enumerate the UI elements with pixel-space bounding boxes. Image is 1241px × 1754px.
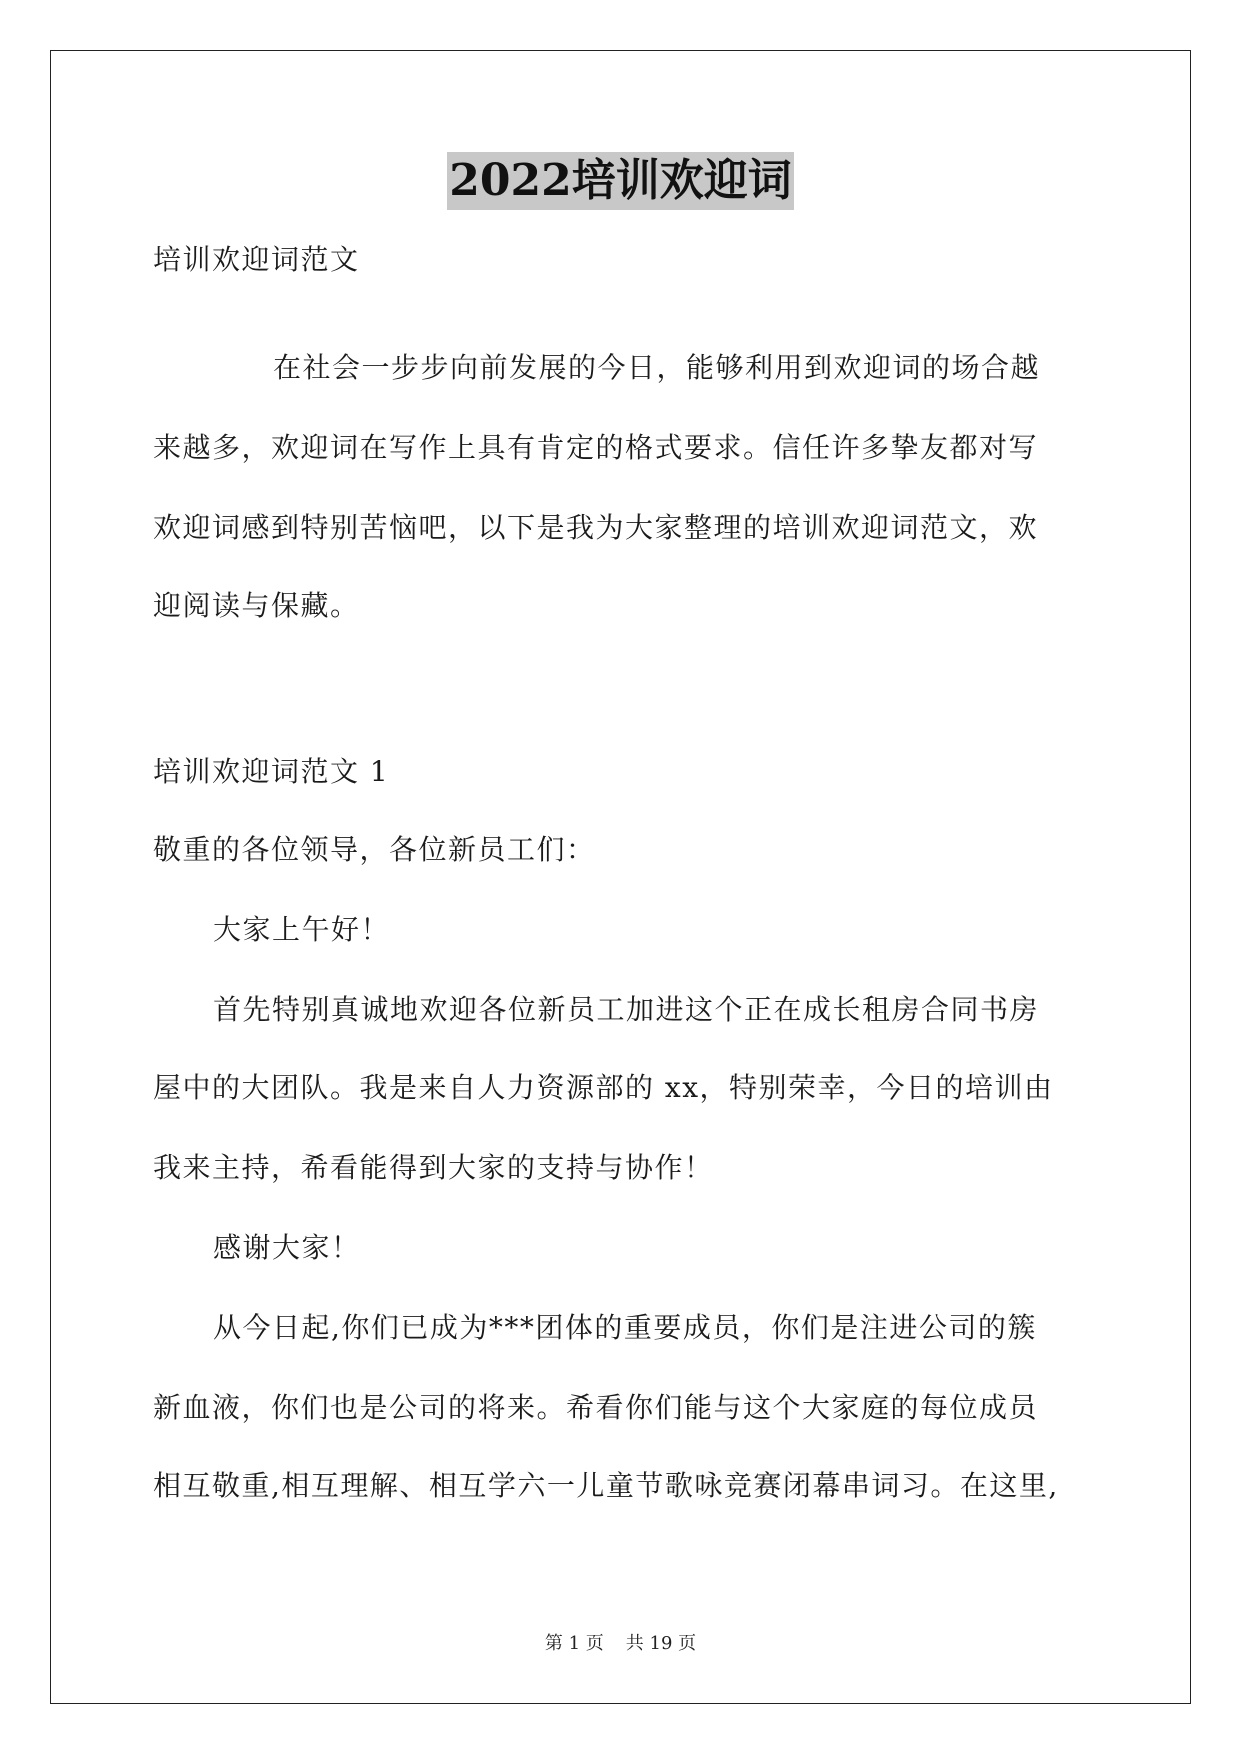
salutation: 敬重的各位领导，各位新员工们： (153, 833, 596, 866)
section-heading: 培训欢迎词范文 (153, 243, 360, 276)
paragraph-line: 迎阅读与保藏。 (153, 589, 360, 622)
paragraph-line: 相互敬重,相互理解、相互学六一儿童节歌咏竞赛闭幕串词习。在这里, (153, 1469, 1059, 1502)
paragraph-line: 欢迎词感到特别苦恼吧，以下是我为大家整理的培训欢迎词范文，欢 (153, 511, 1039, 544)
paragraph-line: 我来主持，希看能得到大家的支持与协作！ (153, 1151, 714, 1184)
paragraph-line: 首先特别真诚地欢迎各位新员工加进这个正在成长租房合同书房 (213, 993, 1040, 1026)
paragraph-line: 新血液，你们也是公司的将来。希看你们能与这个大家庭的每位成员 (153, 1391, 1039, 1424)
page-total: 共 19 页 (625, 1633, 697, 1654)
paragraph-line: 感谢大家！ (213, 1231, 361, 1264)
document-title-block (0, 152, 1241, 210)
paragraph-line: 来越多，欢迎词在写作上具有肯定的格式要求。信任许多挚友都对写 (153, 431, 1039, 464)
paragraph-line: 从今日起,你们已成为***团体的重要成员，你们是注进公司的簇 (213, 1311, 1037, 1344)
paragraph-line: 大家上午好！ (213, 913, 391, 946)
document-title: 2022培训欢迎词 (447, 152, 793, 210)
page-border (50, 50, 1191, 1704)
paragraph-line: 在社会一步步向前发展的今日，能够利用到欢迎词的场合越 (273, 351, 1041, 384)
paragraph-line: 屋中的大团队。我是来自人力资源部的 xx，特别荣幸，今日的培训由 (153, 1071, 1054, 1104)
page-number: 第 1 页 (544, 1633, 604, 1654)
section-heading: 培训欢迎词范文 1 (153, 755, 390, 788)
page-footer (0, 1632, 1241, 1656)
